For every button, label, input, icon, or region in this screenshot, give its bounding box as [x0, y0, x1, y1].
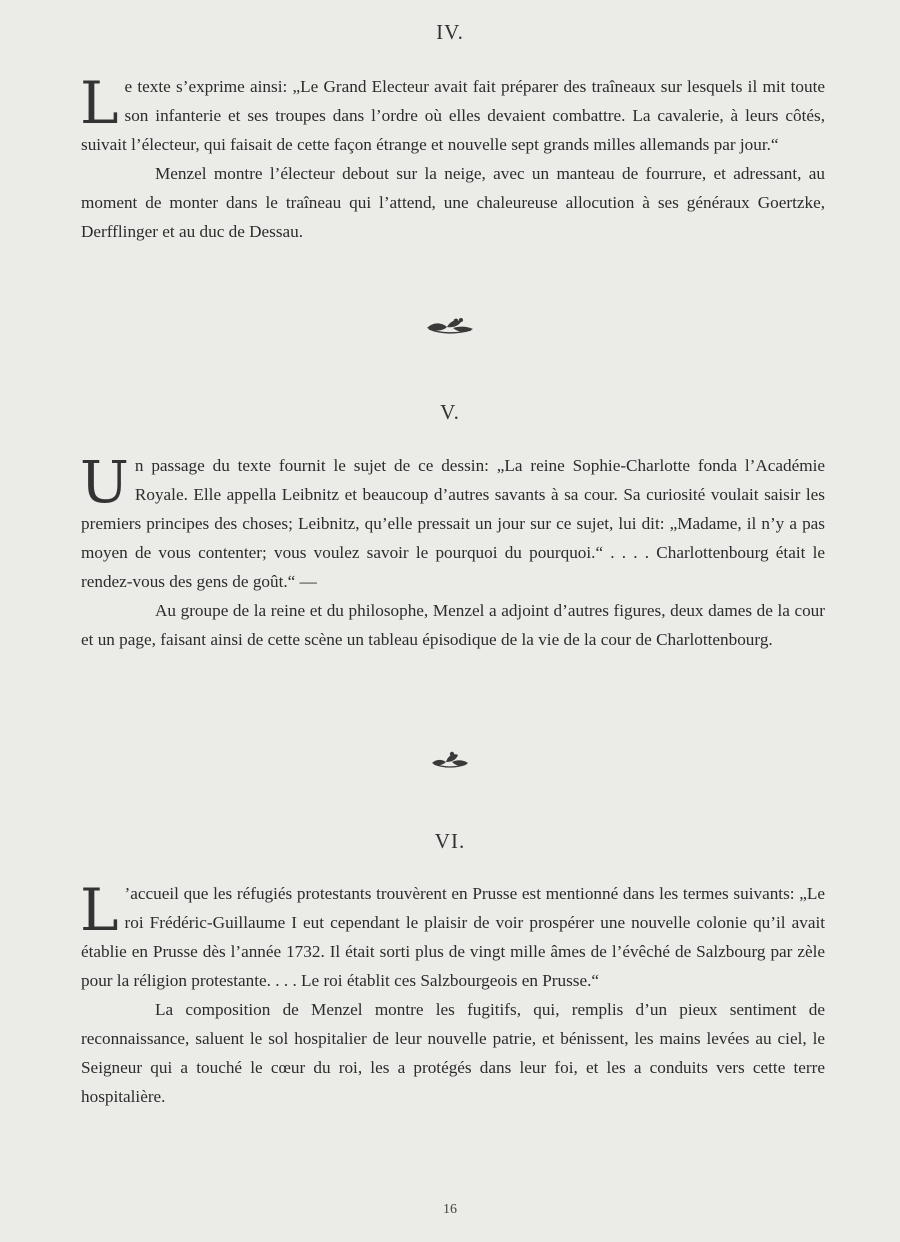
dropcap-letter: L	[80, 876, 119, 944]
leaf-ornament-icon	[0, 316, 900, 342]
section-heading-v: V.	[440, 400, 460, 424]
dropcap-letter: L	[80, 69, 119, 137]
section-heading-vi: VI.	[434, 829, 466, 853]
section-v	[80, 448, 825, 654]
dropcap-letter: U	[80, 448, 129, 516]
section-iv	[80, 69, 825, 246]
section-iv-paragraph-1: Le texte s’exprime ainsi: „Le Grand Electeur avait fait préparer des traîneaux sur lesquels il mit toute son infanterie et ses troupes dans l’ordre où elles devaient combattre. La cavalerie, à leurs côtés, suivait l’électeur, qui faisait de cette façon étrange et nouvelle sept grands milles allemands par jour.“	[80, 69, 825, 154]
section-heading-iv: IV.	[436, 20, 464, 44]
section-vi-paragraph-1: L ’accueil que les réfugiés protestants trouvèrent en Prusse est mentionné dans les termes suivants: „Le roi Frédéric-Guillaume I eut cependant le plaisir de voir prospérer une nouvelle colonie qu’il avait établie en Prusse dès l’année 1732. Il était sorti plus de vingt mille âmes de l’évêché de Salzbourg par zèle pour la réligion protestante. . . . Le roi établit ces Salzbourgeois en Prusse.“	[80, 876, 825, 990]
section-iv-paragraph-2: Menzel montre l’électeur debout sur la neige, avec un manteau de fourrure, et adressant, au moment de monter dans le traîneau qui l’attend, une chaleureuse allocution à ses généraux Goertzke, Derfflinger et au duc de Dessau.	[81, 164, 825, 241]
section-vi	[80, 876, 825, 1111]
page-number: 16	[443, 1202, 457, 1217]
leaf-ornament-icon	[0, 749, 900, 775]
section-v-paragraph-1: Un passage du texte fournit le sujet de ce dessin: „La reine Sophie-Charlotte fonda l’Académie Royale. Elle appella Leibnitz et beaucoup d’autres savants à sa cour. Sa curiosité voulait saisir les premiers principes des choses; Leibnitz, qu’elle pressait un jour sur ce sujet, lui dit: „Madame, il n’y a pas moyen de vous contenter; vous voulez savoir le pourquoi du pourquoi.“ . . . . Charlottenbourg était le rendez-vous des gens de goût.“ —	[80, 448, 825, 591]
section-vi-paragraph-2: La composition de Menzel montre les fugitifs, qui, remplis d’un pieux sentiment de reconnaissance, saluent le sol hospitalier de leur nouvelle patrie, et bénissent, les mains levées au ciel, le Seigneur qui a touché le cœur du roi, les a protégés dans leur foi, et les a conduits vers cette terre hospitalière.	[81, 1000, 825, 1106]
section-v-paragraph-2: Au groupe de la reine et du philosophe, Menzel a adjoint d’autres figures, deux dames de la cour et un page, faisant ainsi de cette scène un tableau épisodique de la vie de la cour de Charlottenbourg.	[81, 601, 825, 649]
